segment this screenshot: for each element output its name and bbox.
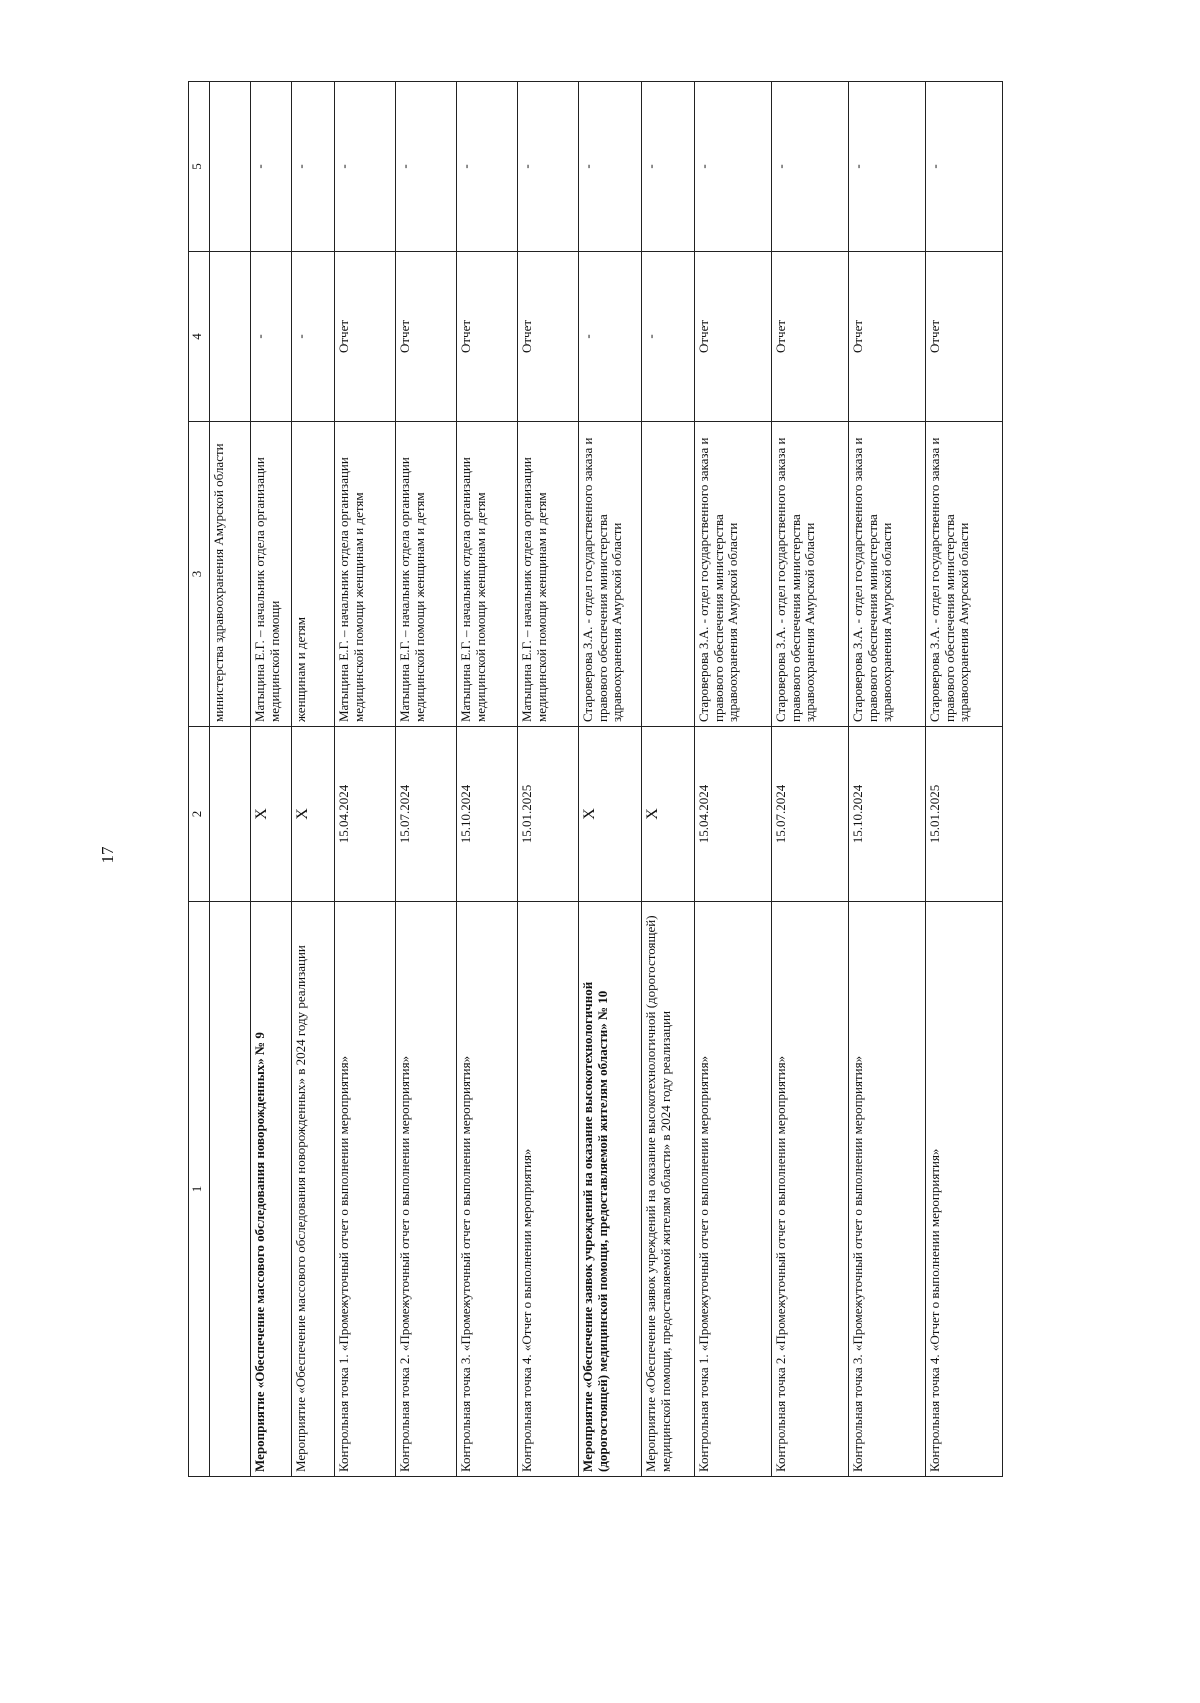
responsible-cell: Староверова З.А. - отдел государственного заказа и правового обеспечения министерства здравоохранения Амурской области: [926, 422, 1003, 727]
table-row: [518, 82, 579, 1477]
header-col-4: 4: [189, 252, 210, 422]
page-number: 17: [98, 846, 117, 864]
date-cell: 15.04.2024: [695, 727, 772, 902]
header-row: [189, 82, 210, 1477]
document-cell: Отчет: [335, 252, 396, 422]
continuation-date-cell: [210, 727, 251, 902]
table-row: [695, 82, 772, 1477]
note-cell: -: [335, 82, 396, 252]
document-cell: Отчет: [849, 252, 926, 422]
document-cell: Отчет: [457, 252, 518, 422]
responsible-cell: Матыцина Е.Г. – начальник отдела организации медицинской помощи: [251, 422, 292, 727]
document-cell: -: [579, 252, 642, 422]
event-name-cell: Контрольная точка 2. «Промежуточный отчет о выполнении мероприятия»: [396, 902, 457, 1477]
responsible-cell: женщинам и детям: [292, 422, 335, 727]
document-cell: Отчет: [396, 252, 457, 422]
continuation-row: [210, 82, 251, 1477]
document-cell: Отчет: [518, 252, 579, 422]
date-cell: 15.07.2024: [396, 727, 457, 902]
event-name-cell: Контрольная точка 3. «Промежуточный отчет о выполнении мероприятия»: [457, 902, 518, 1477]
header-col-3: 3: [189, 422, 210, 727]
event-name-cell: Контрольная точка 1. «Промежуточный отчет о выполнении мероприятия»: [335, 902, 396, 1477]
table-row: [772, 82, 849, 1477]
responsible-cell: Староверова З.А. - отдел государственного заказа и правового обеспечения министерства здравоохранения Амурской области: [849, 422, 926, 727]
table-row: [849, 82, 926, 1477]
date-cell: X: [579, 727, 642, 902]
header-col-1: 1: [189, 902, 210, 1477]
rotated-table-wrapper: [188, 82, 988, 1477]
event-name-cell: Контрольная точка 4. «Отчет о выполнении мероприятия»: [518, 902, 579, 1477]
note-cell: -: [695, 82, 772, 252]
date-cell: X: [251, 727, 292, 902]
responsible-cell: Матыцина Е.Г. – начальник отдела организации медицинской помощи женщинам и детям: [518, 422, 579, 727]
table-row: [396, 82, 457, 1477]
table-row: [579, 82, 642, 1477]
plan-table: [188, 81, 1003, 1477]
note-cell: -: [396, 82, 457, 252]
note-cell: -: [518, 82, 579, 252]
date-cell: X: [292, 727, 335, 902]
date-cell: 15.04.2024: [335, 727, 396, 902]
responsible-cell: Староверова З.А. - отдел государственного заказа и правового обеспечения министерства здравоохранения Амурской области: [695, 422, 772, 727]
event-name-cell: Мероприятие «Обеспечение массового обследования новорожденных» № 9: [251, 902, 292, 1477]
note-cell: -: [849, 82, 926, 252]
date-cell: X: [642, 727, 695, 902]
table-row: [251, 82, 292, 1477]
responsible-cell: Матыцина Е.Г. – начальник отдела организации медицинской помощи женщинам и детям: [335, 422, 396, 727]
continuation-responsible-cell: министерства здравоохранения Амурской области: [210, 422, 251, 727]
document-cell: Отчет: [926, 252, 1003, 422]
date-cell: 15.10.2024: [849, 727, 926, 902]
document-cell: -: [292, 252, 335, 422]
note-cell: -: [292, 82, 335, 252]
responsible-cell: Матыцина Е.Г. – начальник отдела организации медицинской помощи женщинам и детям: [396, 422, 457, 727]
responsible-cell: Староверова З.А. - отдел государственного заказа и правового обеспечения министерства здравоохранения Амурской области: [579, 422, 642, 727]
note-cell: -: [926, 82, 1003, 252]
header-col-5: 5: [189, 82, 210, 252]
header-col-2: 2: [189, 727, 210, 902]
responsible-cell: Староверова З.А. - отдел государственного заказа и правового обеспечения министерства здравоохранения Амурской области: [772, 422, 849, 727]
event-name-cell: Контрольная точка 4. «Отчет о выполнении мероприятия»: [926, 902, 1003, 1477]
note-cell: -: [772, 82, 849, 252]
event-name-cell: Мероприятие «Обеспечение заявок учреждений на оказание высокотехнологичной (дорогостоящей) медицинской помощи, предоставляемой жителям области» в 2024 году реализации: [642, 902, 695, 1477]
table-body: [210, 82, 1003, 1477]
date-cell: 15.01.2025: [518, 727, 579, 902]
event-name-cell: Мероприятие «Обеспечение заявок учреждений на оказание высокотехнологичной (дорогостоящей) медицинской помощи, предоставляемой жителям области» № 10: [579, 902, 642, 1477]
continuation-note-cell: [210, 82, 251, 252]
table-row: [926, 82, 1003, 1477]
table-row: [335, 82, 396, 1477]
document-cell: Отчет: [695, 252, 772, 422]
document-cell: -: [642, 252, 695, 422]
date-cell: 15.07.2024: [772, 727, 849, 902]
note-cell: -: [642, 82, 695, 252]
document-cell: Отчет: [772, 252, 849, 422]
note-cell: -: [251, 82, 292, 252]
event-name-cell: Мероприятие «Обеспечение массового обследования новорожденных» в 2024 году реализации: [292, 902, 335, 1477]
table-row: [457, 82, 518, 1477]
responsible-cell: Матыцина Е.Г. – начальник отдела организации медицинской помощи женщинам и детям: [457, 422, 518, 727]
date-cell: 15.01.2025: [926, 727, 1003, 902]
note-cell: -: [579, 82, 642, 252]
event-name-cell: Контрольная точка 3. «Промежуточный отчет о выполнении мероприятия»: [849, 902, 926, 1477]
continuation-document-cell: [210, 252, 251, 422]
date-cell: 15.10.2024: [457, 727, 518, 902]
continuation-name-cell: [210, 902, 251, 1477]
note-cell: -: [457, 82, 518, 252]
responsible-cell: [642, 422, 695, 727]
table-viewport: [188, 82, 988, 1477]
document-cell: -: [251, 252, 292, 422]
event-name-cell: Контрольная точка 2. «Промежуточный отчет о выполнении мероприятия»: [772, 902, 849, 1477]
table-row: [642, 82, 695, 1477]
table-row: [292, 82, 335, 1477]
event-name-cell: Контрольная точка 1. «Промежуточный отчет о выполнении мероприятия»: [695, 902, 772, 1477]
